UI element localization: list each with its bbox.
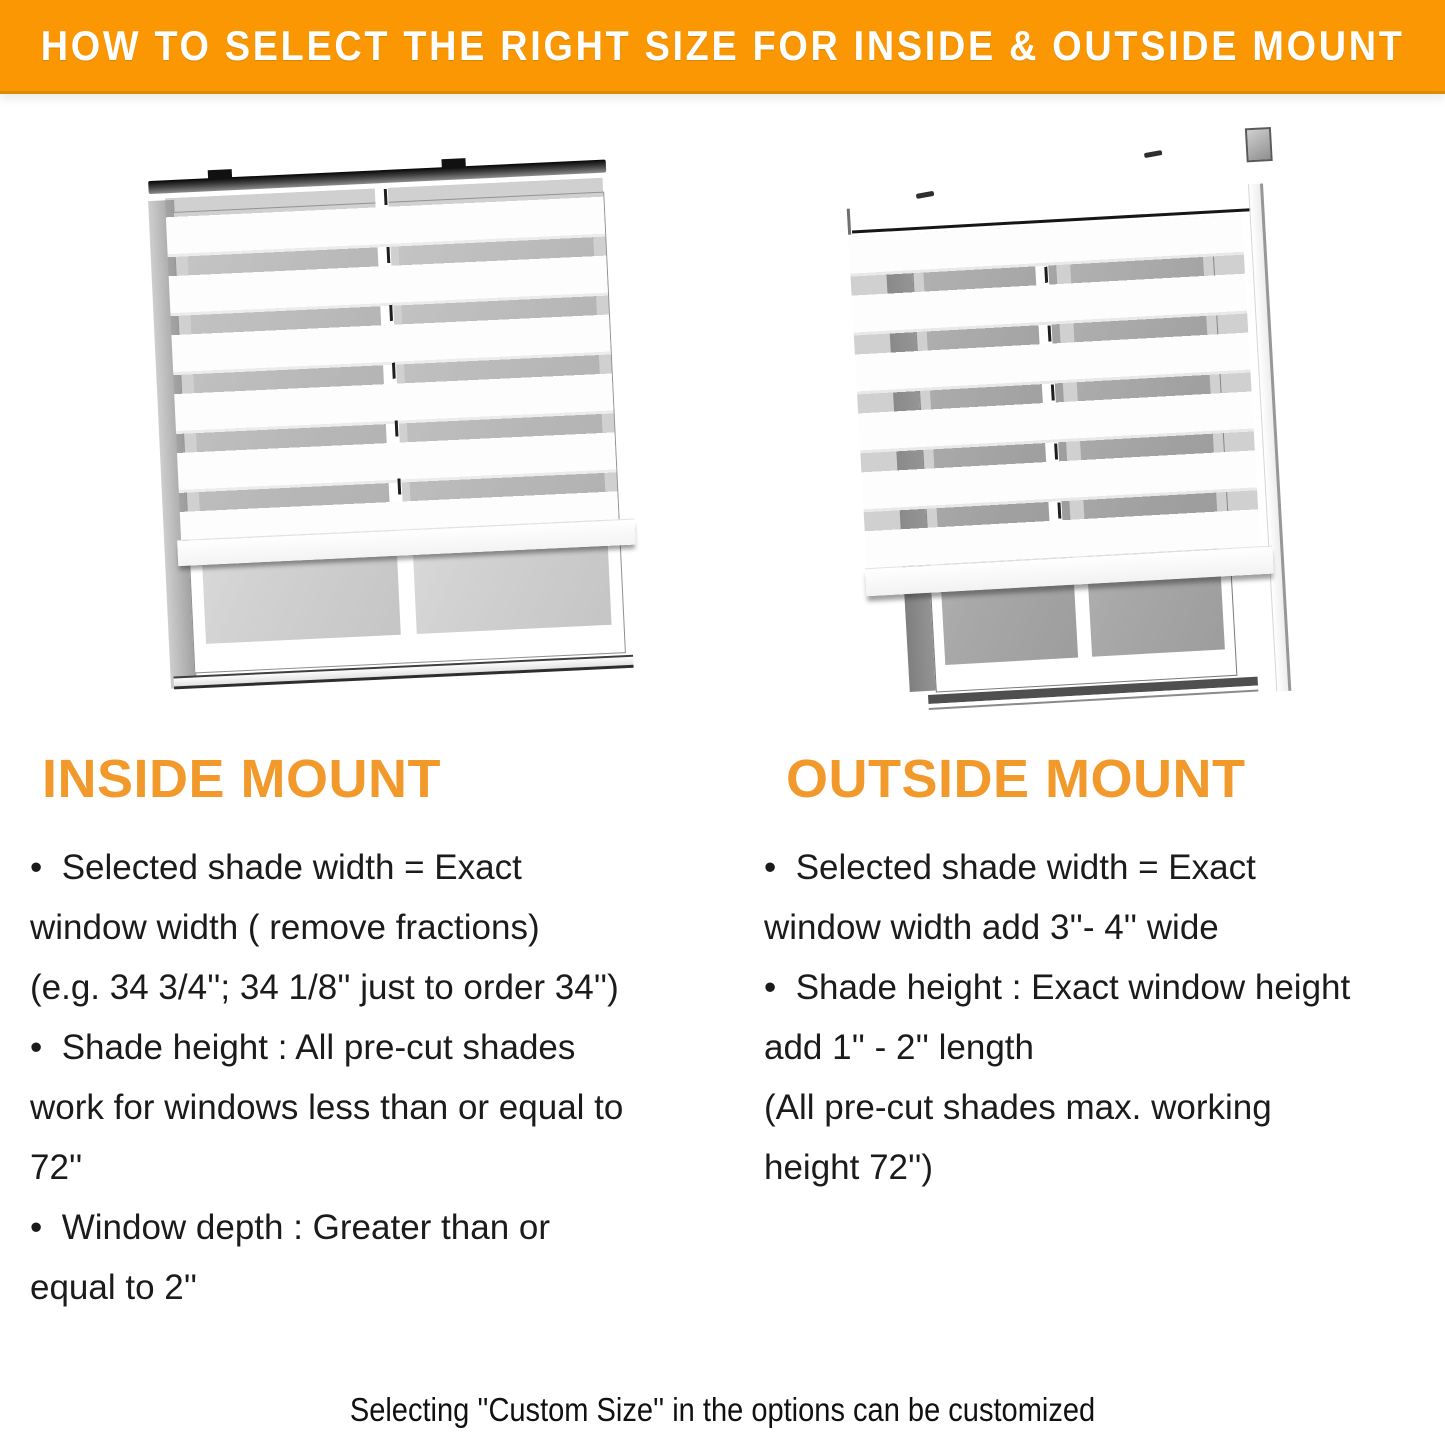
mounting-clip xyxy=(441,158,465,168)
outside-mount-illustration xyxy=(858,134,1306,746)
zebra-shade xyxy=(848,215,1261,596)
instruction-line: • Shade height : All pre-cut shades xyxy=(30,1028,576,1067)
title-banner xyxy=(0,0,1445,94)
outside-mount-instructions xyxy=(764,838,1436,1198)
instruction-line: • Shade height : Exact window height xyxy=(764,968,1351,1007)
instruction-line: window width add 3''- 4'' wide xyxy=(764,908,1219,947)
instruction-line: height 72'') xyxy=(764,1148,934,1187)
instruction-line: • Window depth : Greater than or xyxy=(30,1208,551,1247)
side-channel xyxy=(1248,183,1291,691)
mounting-bracket xyxy=(1245,127,1273,162)
mounting-clip xyxy=(208,169,232,179)
instruction-line: window width ( remove fractions) xyxy=(30,908,540,947)
custom-size-note: Selecting ''Custom Size'' in the options can be customized xyxy=(349,1391,1096,1428)
instruction-line: work for windows less than or equal to xyxy=(30,1088,624,1127)
instruction-line: (e.g. 34 3/4''; 34 1/8'' just to order 34'') xyxy=(30,968,619,1007)
outside-mount-heading: OUTSIDE MOUNT xyxy=(786,749,1246,809)
page-title: HOW TO SELECT THE RIGHT SIZE FOR INSIDE & OUTSIDE MOUNT xyxy=(40,21,1405,69)
instruction-line: add 1'' - 2'' length xyxy=(764,1028,1034,1067)
custom-size-note-row xyxy=(0,1390,1445,1432)
mounting-screw-mark xyxy=(1144,150,1163,158)
mounting-screw-mark xyxy=(916,191,935,199)
instruction-line: • Selected shade width = Exact xyxy=(30,848,522,887)
instruction-line: • Selected shade width = Exact xyxy=(764,848,1256,887)
wall-edge xyxy=(847,209,851,235)
zebra-shade xyxy=(165,178,620,566)
instruction-line: equal to 2'' xyxy=(30,1268,198,1307)
instruction-line: (All pre-cut shades max. working xyxy=(764,1088,1272,1127)
instruction-line: 72'' xyxy=(30,1148,83,1187)
inside-mount-instructions xyxy=(30,838,735,1318)
inside-mount-diagram-group xyxy=(139,135,640,719)
inside-mount-illustration xyxy=(152,146,627,708)
inside-mount-heading: INSIDE MOUNT xyxy=(42,749,442,809)
outside-mount-diagram-group xyxy=(841,122,1322,758)
